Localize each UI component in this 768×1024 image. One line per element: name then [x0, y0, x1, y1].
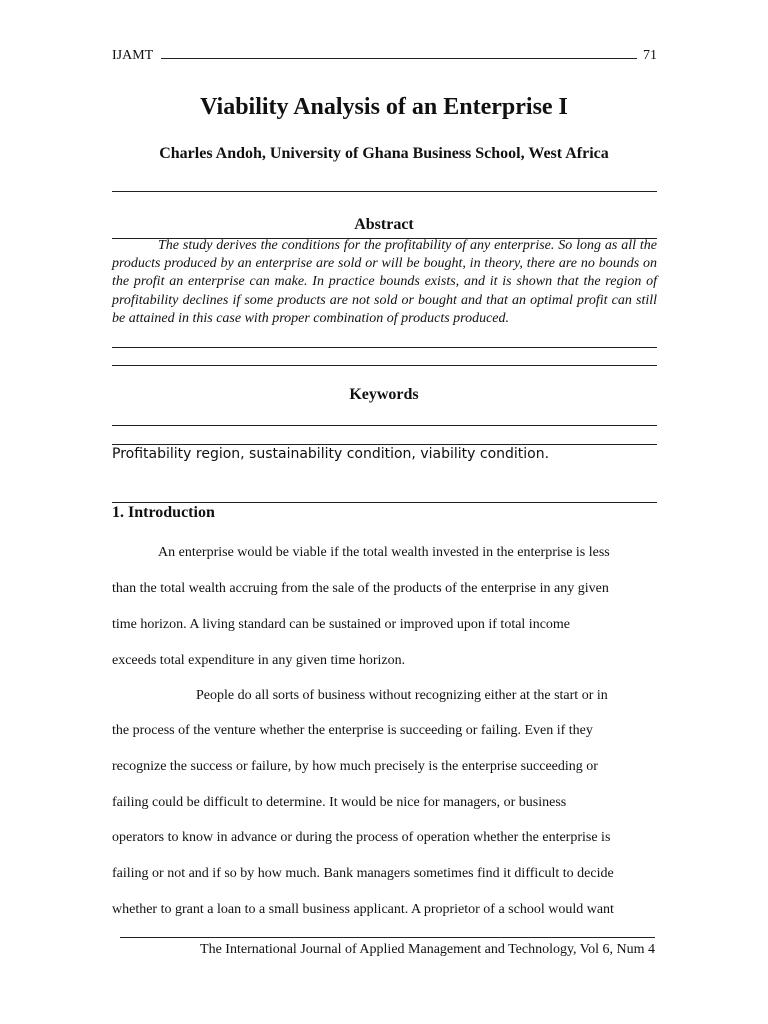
body-line: the process of the venture whether the enterprise is succeeding or failing. Even if they [112, 723, 593, 738]
divider [112, 502, 657, 503]
paper-title: Viability Analysis of an Enterprise I [200, 94, 568, 120]
divider [112, 191, 657, 192]
body-line: exceeds total expenditure in any given time horizon. [112, 653, 406, 668]
abstract-heading: Abstract [354, 216, 414, 233]
divider [112, 444, 657, 445]
body-line: People do all sorts of business without recognizing either at the start or in [196, 688, 608, 703]
divider [112, 365, 657, 366]
journal-footer: The International Journal of Applied Management and Technology, Vol 6, Num 4 [200, 942, 655, 957]
keywords-heading: Keywords [349, 386, 419, 403]
running-header [112, 46, 657, 64]
journal-abbrev: IJAMT [112, 48, 154, 63]
divider [112, 347, 657, 348]
body-line: recognize the success or failure, by how much precisely is the enterprise succeeding or [112, 759, 598, 774]
header-rule [161, 46, 637, 59]
abstract-text: The study derives the conditions for the profitability of any enterprise. So long as all the products produced by an enterprise are sold or will be bought, in theory, there are no bounds on the profit an enterprise can make. In practice bounds exists, and it is shown that the region of profitability declines if some products are not sold or bought and that an optimal profit can still be attained in this case with proper combination of products produced. [112, 238, 657, 326]
body-line: whether to grant a loan to a small business applicant. A proprietor of a school would want [112, 902, 614, 917]
author-line: Charles Andoh, University of Ghana Business School, West Africa [159, 145, 609, 162]
page-number: 71 [643, 48, 657, 63]
body-line: failing could be difficult to determine. It would be nice for managers, or business [112, 795, 567, 810]
divider [112, 425, 657, 426]
body-line: An enterprise would be viable if the total wealth invested in the enterprise is less [158, 545, 610, 560]
introduction-heading: 1. Introduction [112, 504, 215, 521]
keywords-text: Profitability region, sustainability condition, viability condition. [112, 446, 550, 462]
body-line: operators to know in advance or during the process of operation whether the enterprise is [112, 830, 611, 845]
body-line: time horizon. A living standard can be sustained or improved upon if total income [112, 617, 571, 632]
body-line: failing or not and if so by how much. Bank managers sometimes find it difficult to decide [112, 866, 614, 881]
body-line: than the total wealth accruing from the sale of the products of the enterprise in any given [112, 581, 609, 596]
footer-rule [120, 937, 655, 938]
